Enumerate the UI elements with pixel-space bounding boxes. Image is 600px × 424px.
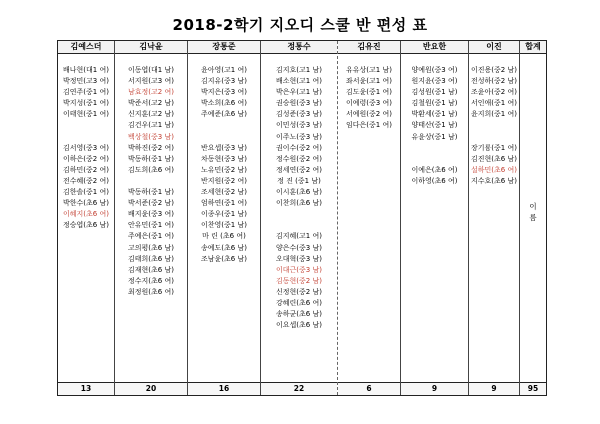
student-name: 박소희(초6 여) xyxy=(201,99,247,108)
student-name: 이찬희(초6 남) xyxy=(276,199,322,208)
blank-row xyxy=(469,120,519,131)
column-header: 김낙윤 xyxy=(115,41,187,54)
blank-row xyxy=(401,154,468,165)
student-name: 이동엽(대1 남) xyxy=(128,66,174,74)
student-name: 김도희(초6 여) xyxy=(128,165,174,174)
student-name: 조윤아(중2 여) xyxy=(471,88,517,97)
column-header: 장통준 xyxy=(188,41,260,54)
student-name: 김재현(초6 남) xyxy=(128,265,174,274)
student-name: 정수원(중2 여) xyxy=(276,154,322,163)
student-name: 이하은(중2 여) xyxy=(63,154,109,163)
student-name: 유유상(고1 남) xyxy=(346,66,392,74)
column-4 xyxy=(338,41,401,395)
student-name: 이종우(중1 남) xyxy=(201,210,247,219)
student-name: 반요셉(중3 남) xyxy=(201,143,247,152)
student-name: 이찬영(중1 남) xyxy=(201,221,247,230)
student-name: 신정현(중2 남) xyxy=(276,287,322,296)
student-name: 양예원(중3 여) xyxy=(411,66,458,74)
column-2 xyxy=(188,41,261,395)
student-name: 윤아영(고1 여) xyxy=(201,66,247,74)
student-name: 주예준(초6 남) xyxy=(201,110,247,119)
student-name: 김태희(초6 남) xyxy=(128,254,174,263)
student-name: 박은우(고1 남) xyxy=(276,88,322,97)
blank-row xyxy=(115,176,187,187)
student-name: 김하민(중2 여) xyxy=(63,165,109,174)
student-name: 최정원(초6 여) xyxy=(128,287,174,296)
student-name: 박한수(초6 남) xyxy=(63,199,109,208)
name-list xyxy=(261,65,337,331)
student-name: 양은수(중3 남) xyxy=(276,243,322,252)
column-total: 9 xyxy=(469,382,519,395)
name-list xyxy=(58,65,114,231)
column-header: 반요한 xyxy=(401,41,468,54)
column-total: 13 xyxy=(58,382,114,395)
student-name: 김성준(중3 남) xyxy=(276,110,322,119)
student-name: 안유민(중1 여) xyxy=(128,221,174,230)
column-0 xyxy=(58,41,115,395)
student-name: 김한솔(중1 여) xyxy=(63,188,109,197)
student-name: 이하영(초6 여) xyxy=(411,176,458,185)
student-name: 서인애(중1 여) xyxy=(471,99,517,108)
student-name: 이혜지(초6 여) xyxy=(63,210,109,219)
column-6 xyxy=(469,41,520,395)
student-name: 박정민(고3 여) xyxy=(63,77,109,86)
student-name: 정 진 (중1 남) xyxy=(277,176,321,185)
student-name: 이시훈(초6 남) xyxy=(276,188,322,197)
student-name: 이요셉(초6 남) xyxy=(276,321,322,330)
name-list xyxy=(469,65,519,187)
column-total-summary xyxy=(520,41,546,395)
student-name: 지수호(초6 남) xyxy=(471,176,517,185)
column-3 xyxy=(261,41,338,395)
student-name: 원지윤(중3 여) xyxy=(411,77,458,86)
student-name: 윤지희(중1 여) xyxy=(471,110,517,119)
column-header: 김유진 xyxy=(338,41,400,54)
blank-row xyxy=(469,132,519,143)
student-name: 서예원(중2 여) xyxy=(346,110,392,119)
student-name: 박지성(중1 여) xyxy=(63,99,109,108)
column-total: 22 xyxy=(261,382,337,395)
blank-row xyxy=(58,132,114,143)
student-name: 이태현(중1 여) xyxy=(63,110,109,119)
student-name: 이예령(중3 여) xyxy=(346,99,392,108)
student-name: 주예은(중1 여) xyxy=(128,232,174,241)
student-name: 오대혁(중3 남) xyxy=(276,254,322,263)
student-name: 반지원(중2 여) xyxy=(201,176,247,185)
student-name: 송예도(초6 남) xyxy=(201,243,247,252)
name-list xyxy=(188,65,260,265)
column-header: 합계 xyxy=(520,41,546,54)
student-name: 박지은(중3 여) xyxy=(201,88,247,97)
student-name: 박하진(중2 여) xyxy=(128,143,174,152)
student-name: 조세현(중2 남) xyxy=(201,188,247,197)
student-name: 박서준(중2 남) xyxy=(128,199,174,208)
student-name: 송하균(초6 남) xyxy=(276,310,322,319)
grand-total: 95 xyxy=(520,382,546,395)
student-name: 김도윤(중1 여) xyxy=(346,88,392,97)
student-name: 설하민(초6 여) xyxy=(471,165,517,174)
student-name: 이민성(중3 남) xyxy=(276,121,322,130)
column-header: 김예스더 xyxy=(58,41,114,54)
student-name: 이주노(중3 남) xyxy=(276,132,322,141)
student-name: 정승엽(초6 남) xyxy=(63,221,109,230)
column-5 xyxy=(401,41,469,395)
student-name: 전성하(중2 남) xyxy=(471,77,517,86)
student-name: 배나현(대1 여) xyxy=(63,66,109,74)
blank-row xyxy=(58,120,114,131)
column-total: 9 xyxy=(401,382,468,395)
student-name: 김진현(초6 남) xyxy=(471,154,517,163)
student-name: 서지원(고3 여) xyxy=(128,77,174,86)
student-name: 정수지(초6 여) xyxy=(128,276,174,285)
student-name: 배소현(고1 여) xyxy=(276,77,322,86)
column-1 xyxy=(115,41,188,395)
column-header: 이진 xyxy=(469,41,519,54)
name-list xyxy=(115,65,187,298)
student-name: 권승원(중3 남) xyxy=(276,99,322,108)
blank-row xyxy=(261,220,337,231)
student-name: 김지혜(고1 여) xyxy=(276,232,322,241)
student-name: 김동현(중2 남) xyxy=(276,276,322,285)
student-name: 박동하(중1 남) xyxy=(128,188,174,197)
name-list xyxy=(338,65,400,132)
student-name: 남효정(고2 여) xyxy=(128,88,174,97)
blank-row xyxy=(188,120,260,131)
student-name: 신지훈(고2 남) xyxy=(128,110,174,119)
student-name: 장기륭(중1 여) xyxy=(471,143,517,152)
column-total: 20 xyxy=(115,382,187,395)
student-name: 좌서윤(고1 여) xyxy=(346,77,392,86)
student-name: 배지윤(중3 여) xyxy=(128,210,174,219)
student-name: 김지호(고1 남) xyxy=(276,66,322,74)
student-name: 박준서(고2 남) xyxy=(128,99,174,108)
student-name: 박동하(중1 남) xyxy=(128,154,174,163)
student-name: 김서영(중3 여) xyxy=(63,143,109,152)
name-list xyxy=(401,65,468,187)
student-name: 임다은(중1 여) xyxy=(346,121,392,130)
blank-row xyxy=(261,209,337,220)
student-name: 고의평(초6 남) xyxy=(128,243,174,252)
column-total: 6 xyxy=(338,382,400,395)
student-name: 김성원(중1 남) xyxy=(411,88,458,97)
page-title: 2018-2학기 지오디 스쿨 반 편성 표 xyxy=(172,16,428,34)
student-name: 김철원(중1 남) xyxy=(411,99,458,108)
student-name: 노유민(중2 남) xyxy=(201,165,247,174)
student-name: 유윤상(중1 남) xyxy=(411,132,458,141)
student-name: 엄하연(중1 여) xyxy=(201,199,247,208)
student-name: 이대근(중3 남) xyxy=(276,265,322,274)
student-name: 권이수(중2 여) xyxy=(276,143,322,152)
side-label: 이 름 xyxy=(529,202,537,222)
column-total: 16 xyxy=(188,382,260,395)
student-name: 전수혜(중2 여) xyxy=(63,176,109,185)
student-name: 마 린 (초6 여) xyxy=(202,232,246,241)
student-name: 강혜린(초6 여) xyxy=(276,298,322,307)
student-name: 김연주(중1 여) xyxy=(63,88,109,97)
column-header: 정통수 xyxy=(261,41,337,54)
student-name: 이예은(초6 여) xyxy=(411,165,458,174)
student-name: 양태산(중1 남) xyxy=(411,121,458,130)
blank-row xyxy=(401,143,468,154)
student-name: 백상철(중3 남) xyxy=(128,132,174,141)
student-name: 조남윤(초6 남) xyxy=(201,254,247,263)
student-name: 김건우(고1 남) xyxy=(128,121,174,130)
student-name: 차동현(중3 남) xyxy=(201,154,247,163)
blank-row xyxy=(188,132,260,143)
student-name: 김지유(중3 남) xyxy=(201,77,247,86)
student-name: 이진용(중2 남) xyxy=(471,66,517,74)
student-name: 박환세(중1 남) xyxy=(411,110,458,119)
class-roster-table xyxy=(57,40,547,396)
student-name: 정세연(중2 여) xyxy=(276,165,322,174)
